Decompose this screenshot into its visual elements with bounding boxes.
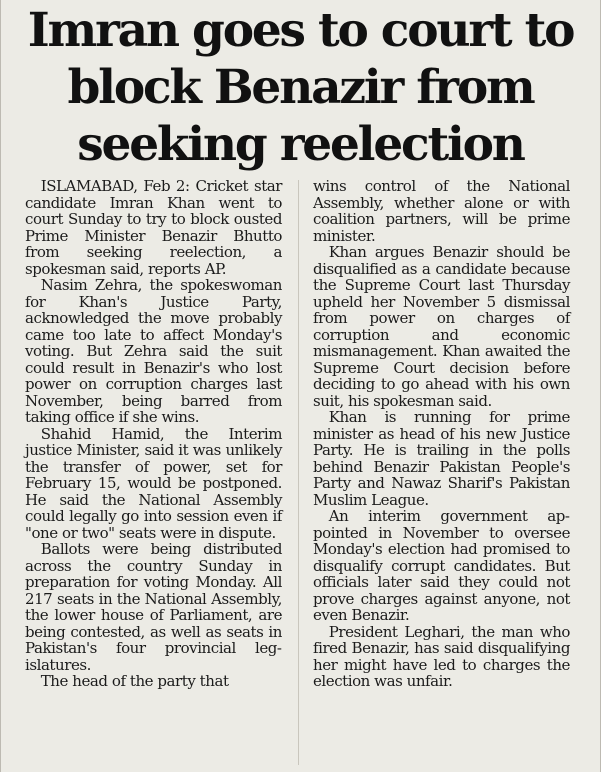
article-column-left <box>25 178 282 690</box>
headline-line: block Benazir from <box>67 60 534 115</box>
headline <box>9 2 592 174</box>
paragraph: An interim government appointed in November to oversee Monday's election had promised to disqualify corrupt candidates. But officials later said they could not prove charges against anyone, not even Benazir. <box>313 507 570 624</box>
paragraph: Khan argues Benazir should be disqualified as a candidate because the Supreme Court last Thursday upheld her November 5 dismissal from power on charges of corruption and economic mismanagement. Khan awaited the Supreme Court decision before deciding to go ahead with his own suit, his spokesman said. <box>313 243 570 410</box>
paragraph: Shahid Hamid, the Interim justice Minister, said it was unlikely the transfer of power, set for February 15, would be postponed. He said the National Assembly could legally go into session even if "one or two" seats were in dispute. <box>25 424 282 542</box>
article-column-right <box>313 178 570 690</box>
paragraph: Khan is running for prime minister as head of his new Justice Party. He is trailing in the polls behind Benazir Pakistan People's Party and Nawaz Sharif's Pakistan Muslim League. <box>313 408 570 509</box>
paragraph: President Leghari, the man who fired Benazir, has said disqualifying her might have led to charges the election was unfair. <box>313 622 570 690</box>
paragraph: wins control of the National Assembly, whether alone or with coalition partners, will be prime minister. <box>313 177 570 245</box>
paragraph: Nasim Zehra, the spokeswoman for Khan's Justice Party, acknowledged the move probably came too late to affect Monday's voting. But Zehra said the suit could result in Benazir's who lost power on corruption charges last November, being barred from taking office if she wins. <box>25 276 282 426</box>
paragraph: Ballots were being distributed across the country Sunday in preparation for voting Monday. All 217 seats in the National Assembly, the lower house of Parliament, are being contested, as well as seats in Pakistan's four provincial legislatures. <box>25 540 282 674</box>
headline-line: Imran goes to court to <box>27 3 574 58</box>
headline-line: seeking reelection <box>77 117 524 172</box>
paragraph: ISLAMABAD, Feb 2: Cricket star candidate Imran Khan went to court Sunday to try to block ousted Prime Minister Benazir Bhutto from seeking reelection, a spokesman said, reports AP. <box>25 177 282 278</box>
column-divider <box>298 180 299 765</box>
paragraph: The head of the party that <box>40 672 229 690</box>
